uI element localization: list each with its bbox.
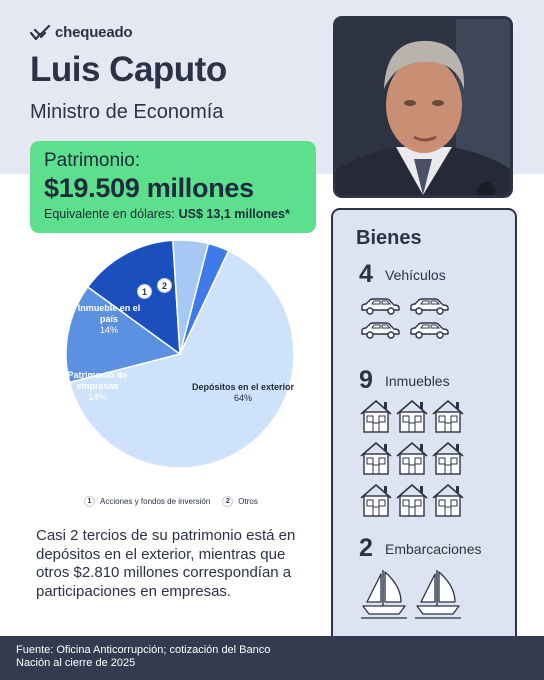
- vehiculos-count: 4: [359, 260, 373, 288]
- bienes-title: Bienes: [356, 227, 422, 249]
- summary-text: Casi 2 tercios de su patrimonio está en depósitos en el exterior, mientras que otros $2.810 millones correspondían a participaciones en empresas.: [36, 527, 296, 600]
- car-icon: [411, 323, 448, 338]
- house-icon: [397, 485, 427, 516]
- vehiculos-label: Vehículos: [385, 267, 446, 283]
- embarcaciones-icons: [359, 568, 469, 620]
- brand-name: chequeado: [55, 24, 133, 41]
- footer-source: Fuente: Oficina Anticorrupción; cotización del Banco Nación al cierre de 2025: [16, 644, 271, 669]
- pie-legend: [84, 496, 258, 507]
- sailboat-icon: [361, 570, 407, 618]
- pie-label-empresas: Patrimonio de empresas 14%: [67, 370, 128, 402]
- house-icon: [361, 401, 391, 432]
- patrimonio-card: [30, 141, 316, 233]
- vehiculos-icons: [359, 294, 455, 340]
- inmuebles-icons: [359, 398, 469, 520]
- brand-logo: [30, 24, 132, 41]
- legend-badge-2: 2: [222, 496, 233, 507]
- person-role: Ministro de Economía: [30, 101, 224, 123]
- car-icon: [362, 323, 399, 338]
- person-name: Luis Caputo: [30, 50, 227, 89]
- inmuebles-label: Inmuebles: [385, 373, 450, 389]
- embarcaciones-count: 2: [359, 534, 373, 562]
- inmuebles-count: 9: [359, 366, 373, 394]
- pie-svg: [40, 236, 320, 476]
- house-icon: [433, 443, 463, 474]
- equivalent-label: Equivalente en dólares:: [44, 207, 175, 221]
- pie-label-depositos: Depósitos en el exterior 64%: [191, 382, 295, 403]
- sailboat-icon: [415, 570, 461, 618]
- house-icon: [397, 443, 427, 474]
- legend-label-1: Acciones y fondos de inversión: [100, 497, 211, 506]
- pie-badge-2: 2: [157, 278, 172, 293]
- patrimonio-label: Patrimonio:: [44, 150, 141, 171]
- car-icon: [362, 299, 399, 314]
- house-icon: [361, 443, 391, 474]
- pie-badge-1: 1: [137, 284, 152, 299]
- legend-label-2: Otros: [238, 497, 258, 506]
- portrait-illustration: [336, 19, 510, 195]
- patrimonio-amount: $19.509 millones: [44, 173, 254, 203]
- patrimonio-pie-chart: [40, 236, 320, 476]
- embarcaciones-label: Embarcaciones: [385, 541, 482, 557]
- house-icon: [433, 401, 463, 432]
- patrimonio-equivalent: [44, 205, 302, 223]
- bienes-panel: [331, 208, 517, 650]
- pie-label-inmueble: Inmueble en el país 14%: [77, 303, 141, 335]
- house-icon: [397, 401, 427, 432]
- house-icon: [433, 485, 463, 516]
- chequeado-check-icon: [30, 25, 52, 41]
- person-photo: [333, 16, 513, 198]
- house-icon: [361, 485, 391, 516]
- footer-bar: [0, 636, 544, 680]
- legend-badge-1: 1: [84, 496, 95, 507]
- car-icon: [411, 299, 448, 314]
- equivalent-value: US$ 13,1 millones*: [178, 207, 290, 221]
